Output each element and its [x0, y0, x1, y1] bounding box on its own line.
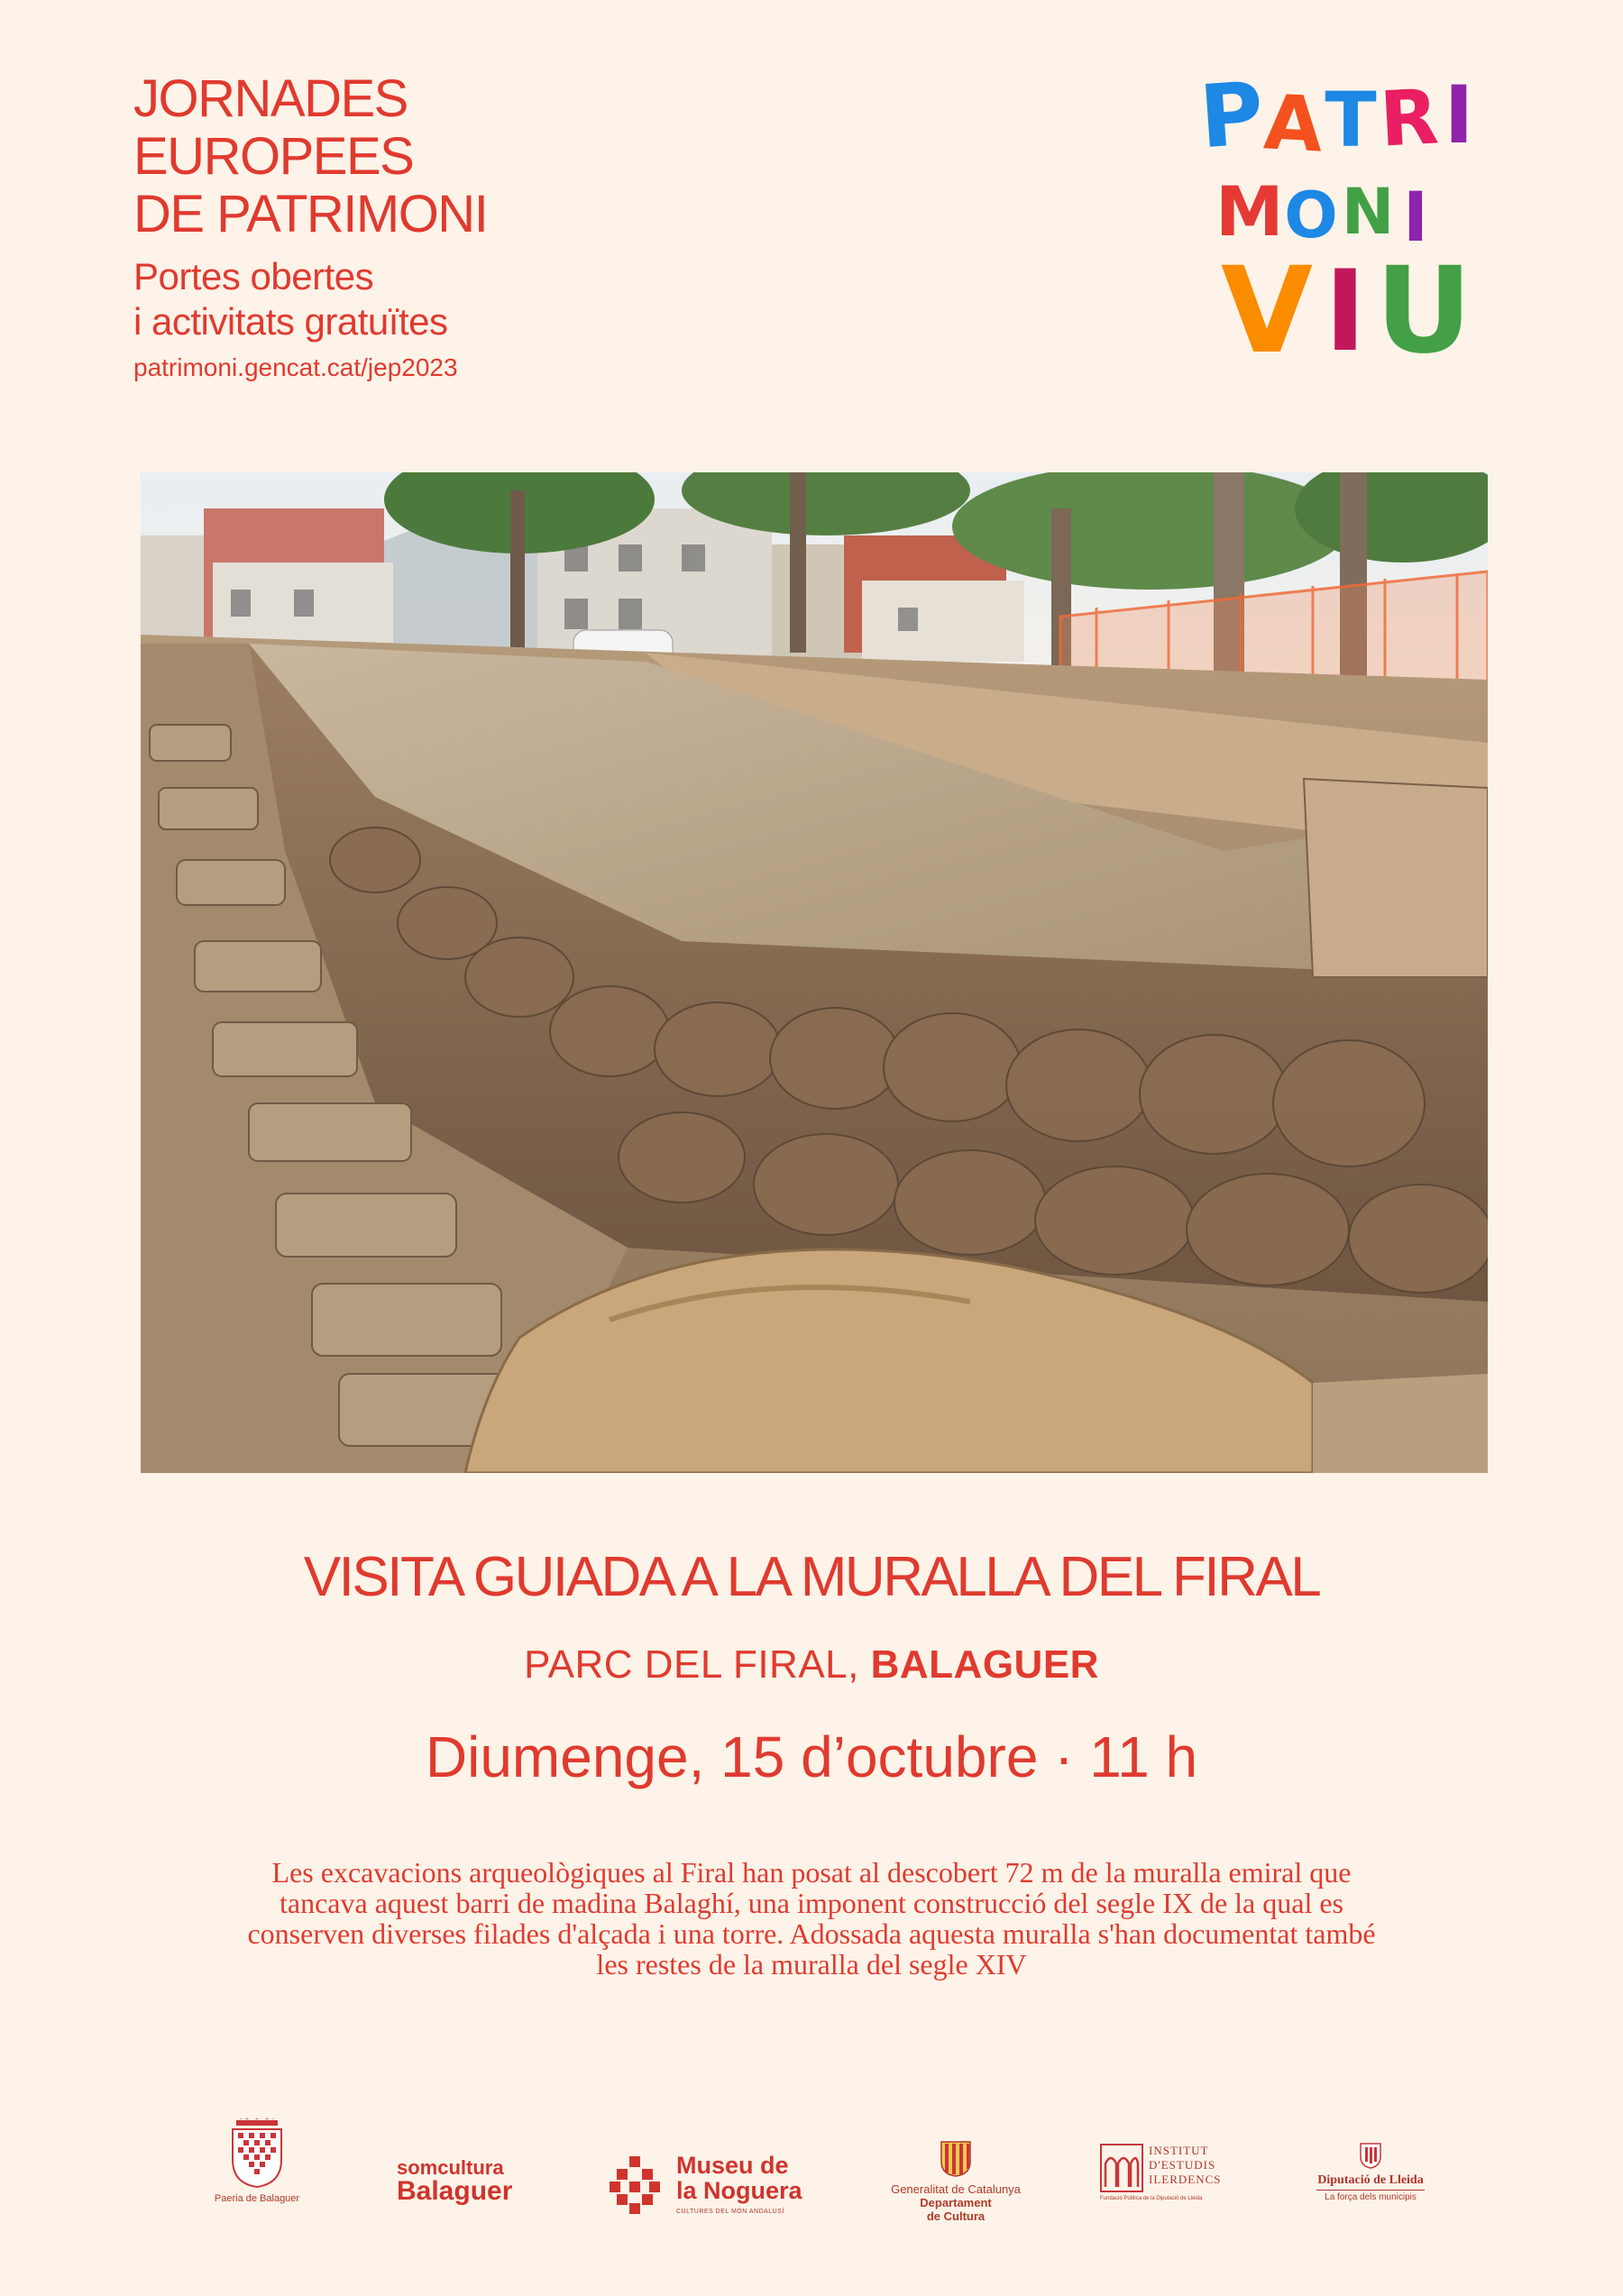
- logo-letter: T: [1325, 76, 1377, 164]
- jep-url-link[interactable]: patrimoni.gencat.cat/jep2023: [133, 353, 458, 381]
- diputacio-divider: [1316, 2190, 1425, 2191]
- jep-subtitle-line-1: Portes obertes: [133, 255, 374, 297]
- museu-noguera-logo: [610, 2153, 817, 2261]
- museu-name-line-1: Museu de: [676, 2152, 789, 2179]
- logo-row-3: [1217, 242, 1473, 380]
- logo-letter: P: [1196, 62, 1267, 169]
- diputacio-shield-icon: [1359, 2142, 1382, 2169]
- iei-caption: Fundació Pública de la Diputació de Lleida: [1100, 2196, 1203, 2201]
- generalitat-line-1: Generalitat de Catalunya: [891, 2182, 1021, 2196]
- iei-arches-icon: [1100, 2144, 1143, 2192]
- generalitat-line-2: Departament: [920, 2196, 992, 2209]
- event-description-line: tancava aquest barri de madina Balaghí, una imponent construcció del segle IX de la qual es: [279, 1887, 1343, 1919]
- patrimoni-viu-logo: [1196, 62, 1506, 389]
- logo-letter: M: [1215, 171, 1284, 252]
- event-place: [0, 1642, 1623, 1688]
- paeria-balaguer-logo: [194, 2118, 320, 2227]
- institut-estudis-ilerdencs-logo: [1100, 2144, 1226, 2252]
- generalitat-line-3: de Cultura: [926, 2209, 986, 2223]
- logo-letter: U: [1375, 242, 1472, 380]
- iei-line-2: D'ESTUDIS: [1149, 2158, 1216, 2172]
- logo-letter: N: [1341, 175, 1395, 249]
- diputacio-tagline: La força dels municipis: [1325, 2192, 1417, 2202]
- somcultura-balaguer-text: Balaguer: [397, 2176, 513, 2206]
- logo-letter: I: [1324, 247, 1367, 377]
- event-place-park: PARC DEL FIRAL,: [524, 1642, 871, 1687]
- event-place-city: BALAGUER: [870, 1642, 1099, 1687]
- museu-caption: CULTURES DEL MÓN ANDALUSÍ: [676, 2209, 784, 2215]
- logo-letter: I: [1402, 177, 1429, 257]
- event-description-line: Les excavacions arqueològiques al Firal han posat al descobert 72 m de la muralla emiral que: [271, 1856, 1352, 1889]
- somcultura-text: somcultura: [397, 2156, 504, 2179]
- event-title: VISITA GUIADA A LA MURALLA DEL FIRAL: [303, 1546, 1320, 1608]
- jep-subtitle: [133, 254, 447, 344]
- archaeological-wall-photo: [141, 472, 1488, 1473]
- event-description: [135, 1857, 1488, 1980]
- jep-title-line-3: DE PATRIMONI: [133, 185, 488, 243]
- event-description-line: les restes de la muralla del segle XIV: [596, 1948, 1027, 1980]
- event-description-line: conserven diverses filades d'alçada i una torre. Adossada aquesta muralla s'han documentat també: [247, 1917, 1376, 1950]
- diputacio-lleida-logo: [1298, 2142, 1443, 2250]
- logo-letter: R: [1377, 72, 1441, 164]
- logo-letter: I: [1444, 69, 1474, 161]
- logo-row-1: [1196, 62, 1479, 169]
- event-date: Diumenge, 15 d’octubre · 11 h: [425, 1724, 1198, 1789]
- generalitat-cultura-logo: [879, 2140, 1032, 2248]
- museu-noguera-pattern-icon: [610, 2156, 660, 2214]
- somcultura-balaguer-logo: [397, 2156, 550, 2264]
- generalitat-shield-icon: [940, 2140, 972, 2178]
- jep-subtitle-line-2: i activitats gratuïtes: [133, 300, 448, 343]
- museu-name-line-2: la Noguera: [676, 2177, 802, 2204]
- jep-title: [133, 70, 487, 243]
- logo-letter: V: [1220, 242, 1314, 380]
- logo-letter: A: [1261, 78, 1325, 169]
- paeria-caption: Paeria de Balaguer: [214, 2193, 300, 2204]
- paeria-shield-icon: [225, 2118, 289, 2189]
- logo-letter: O: [1284, 178, 1338, 252]
- diputacio-name: Diputació de Lleida: [1317, 2173, 1424, 2187]
- iei-line-1: INSTITUT: [1149, 2144, 1209, 2157]
- iei-line-3: ILERDENCS: [1149, 2173, 1222, 2186]
- jep-title-line-1: JORNADES: [133, 69, 408, 128]
- jep-title-line-2: EUROPEES: [133, 127, 414, 186]
